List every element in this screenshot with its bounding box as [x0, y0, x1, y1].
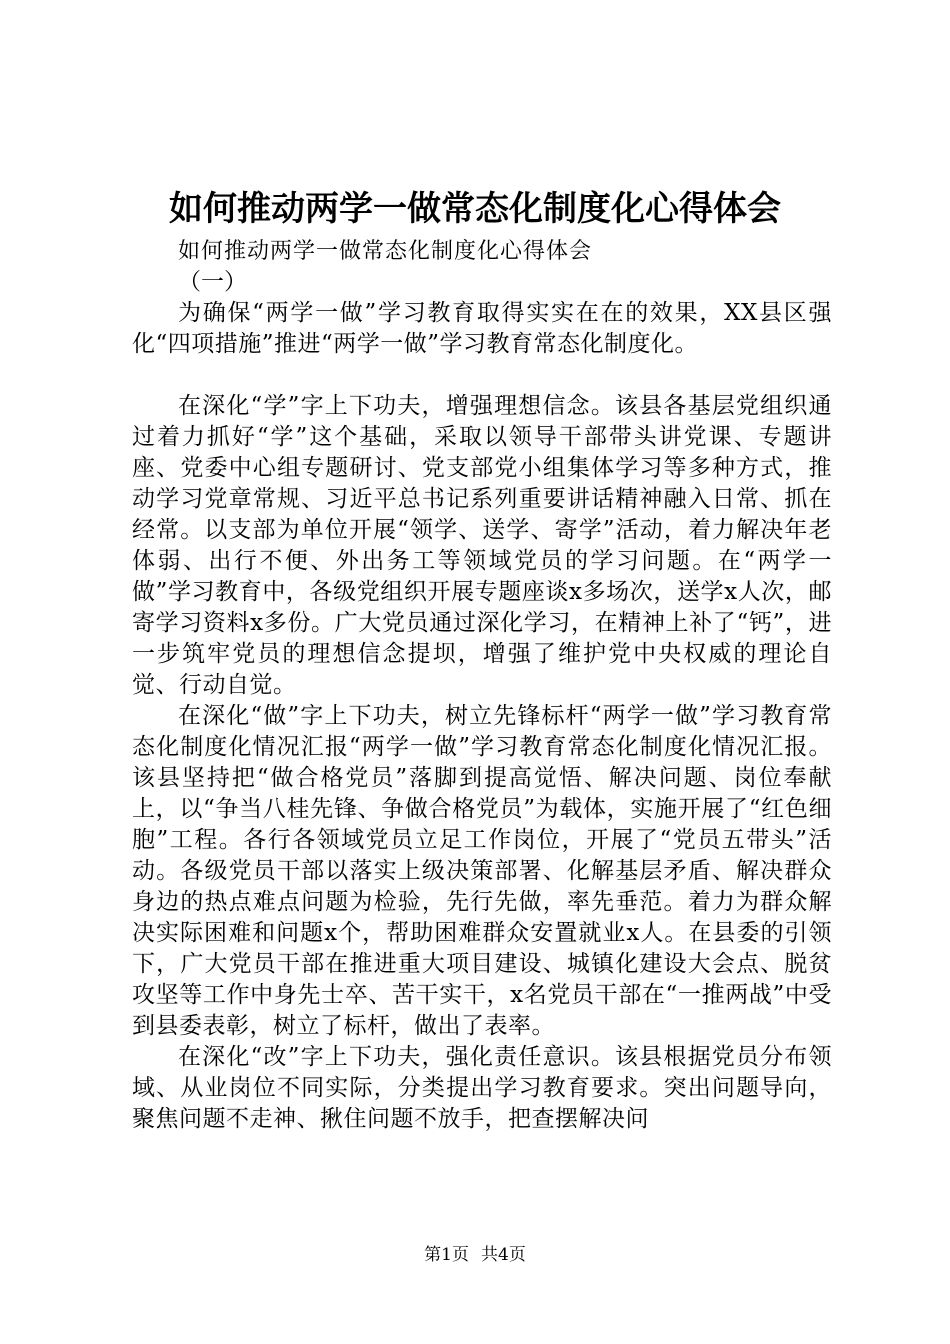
paragraph-intro: 为确保“两学一做”学习教育取得实实在在的效果，XX县区强化“四项措施”推进“两学一做”学习教育常态化制度化。	[132, 300, 832, 357]
page-number: 第1页	[424, 1245, 469, 1265]
document-subtitle: 如何推动两学一做常态化制度化心得体会	[178, 239, 593, 264]
document-title: 如何推动两学一做常态化制度化心得体会	[169, 189, 781, 229]
section-marker: （一）	[178, 269, 247, 295]
paragraph-reform: 在深化“改”字上下功夫，强化责任意识。该县根据党员分布领域、从业岗位不同实际，分类提出学习教育要求。突出问题导向，聚焦问题不走神、揪住问题不放手，把查摆解决问	[132, 1044, 832, 1132]
page-total: 共4页	[481, 1245, 526, 1265]
page-footer	[0, 1243, 950, 1267]
paragraph-practice: 在深化“做”字上下功夫，树立先锋标杆“两学一做”学习教育常态化制度化情况汇报“两学一做”学习教育常态化制度化情况汇报。该县坚持把“做合格党员”落脚到提高觉悟、解决问题、岗位奉献上，以“争当八桂先锋、争做合格党员”为载体，实施开展了“红色细胞”工程。各行各领域党员立足工作岗位，开展了“党员五带头”活动。各级党员干部以落实上级决策部署、化解基层矛盾、解决群众身边的热点难点问题为检验，先行先做，率先垂范。着力为群众解决实际困难和问题x个，帮助困难群众安置就业x人。在县委的引领下，广大党员干部在推进重大项目建设、城镇化建设大会点、脱贫攻坚等工作中身先士卒、苦干实干，x名党员干部在“一推两战”中受到县委表彰，树立了标杆，做出了表率。	[132, 703, 832, 1039]
document-body	[132, 236, 832, 1135]
paragraph-study: 在深化“学”字上下功夫，增强理想信念。该县各基层党组织通过着力抓好“学”这个基础，采取以领导干部带头讲党课、专题讲座、党委中心组专题研讨、党支部党小组集体学习等多种方式，推动学习党章常规、习近平总书记系列重要讲话精神融入日常、抓在经常。以支部为单位开展“领学、送学、寄学”活动，着力解决年老体弱、出行不便、外出务工等领域党员的学习问题。在“两学一做”学习教育中，各级党组织开展专题座谈x多场次，送学x人次，邮寄学习资料x多份。广大党员通过深化学习，在精神上补了“钙”，进一步筑牢党员的理想信念提坝，增强了维护党中央权威的理论自觉、行动自觉。	[132, 393, 832, 698]
